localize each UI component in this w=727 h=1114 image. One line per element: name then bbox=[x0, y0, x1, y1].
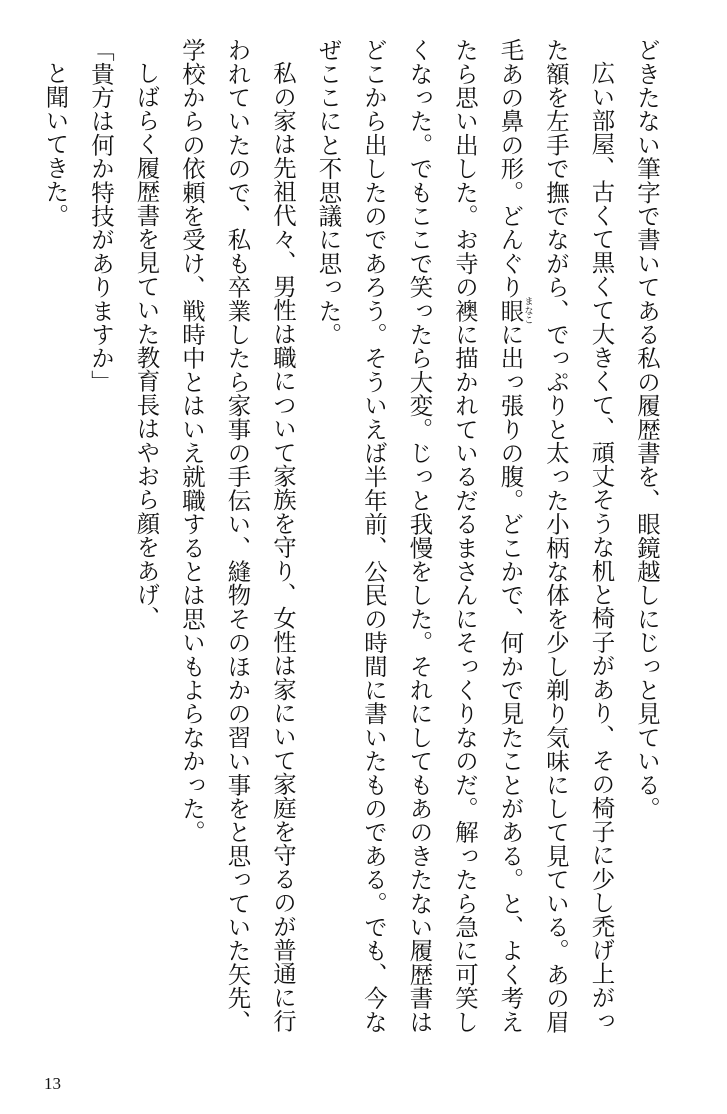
paragraph-5-quote: 「貴方は何か特技がありますか」 bbox=[87, 38, 115, 394]
paragraph-2-part-2: に出っ張りの腹。どこかで、何かで見たことがある。と、よく考えたら思い出した。お寺の襖に描かれているだるまさんにそっくりなのだ。解ったら急に可笑しくなった。でもここで笑ったら大変。じっと我慢をした。それにしてもあのきたない履歴書はどこから出したのであろう。そういえば半年前、公民の時間に書いたものである。でも、今なぜここにと不思議に思った。 bbox=[314, 38, 525, 1034]
paragraph-3: 私の家は先祖代々、男性は職について家族を守り、女性は家にいて家庭を守るのが普通に行われていたので、私も卒業したら家事の手伝い、縫物そのほかの習い事をと思っていた矢先、学校からの依頼を受け、戦時中とはいえ就職するとは思いもよらなかった。 bbox=[178, 38, 297, 1034]
paragraph-2-part-1: 広い部屋、古くて黒くて大きくて、頑丈そうな机と椅子があり、その椅子に少し禿げ上がった額を左手で撫でながら、でっぷりと太った小柄な体を少し剃り気味にして見ている。あの眉毛あの鼻の形。どんぐり bbox=[496, 38, 616, 1034]
paragraph-4: しばらく履歴書を見ていた教育長はやおら顔をあげ、 bbox=[132, 61, 161, 631]
paragraph-1: どきたない筆字で書いてある私の履歴書を、眼鏡越しにじっと見ている。 bbox=[633, 38, 661, 821]
ruby-base: 眼 bbox=[496, 296, 525, 325]
paragraph-2 bbox=[305, 38, 624, 1048]
ruby-manako bbox=[496, 296, 533, 325]
page-number: 13 bbox=[44, 1074, 61, 1093]
ruby-reading: まなこ bbox=[522, 296, 533, 325]
vertical-text-body bbox=[39, 38, 669, 1048]
paragraph-6: と聞いてきた。 bbox=[41, 61, 70, 228]
